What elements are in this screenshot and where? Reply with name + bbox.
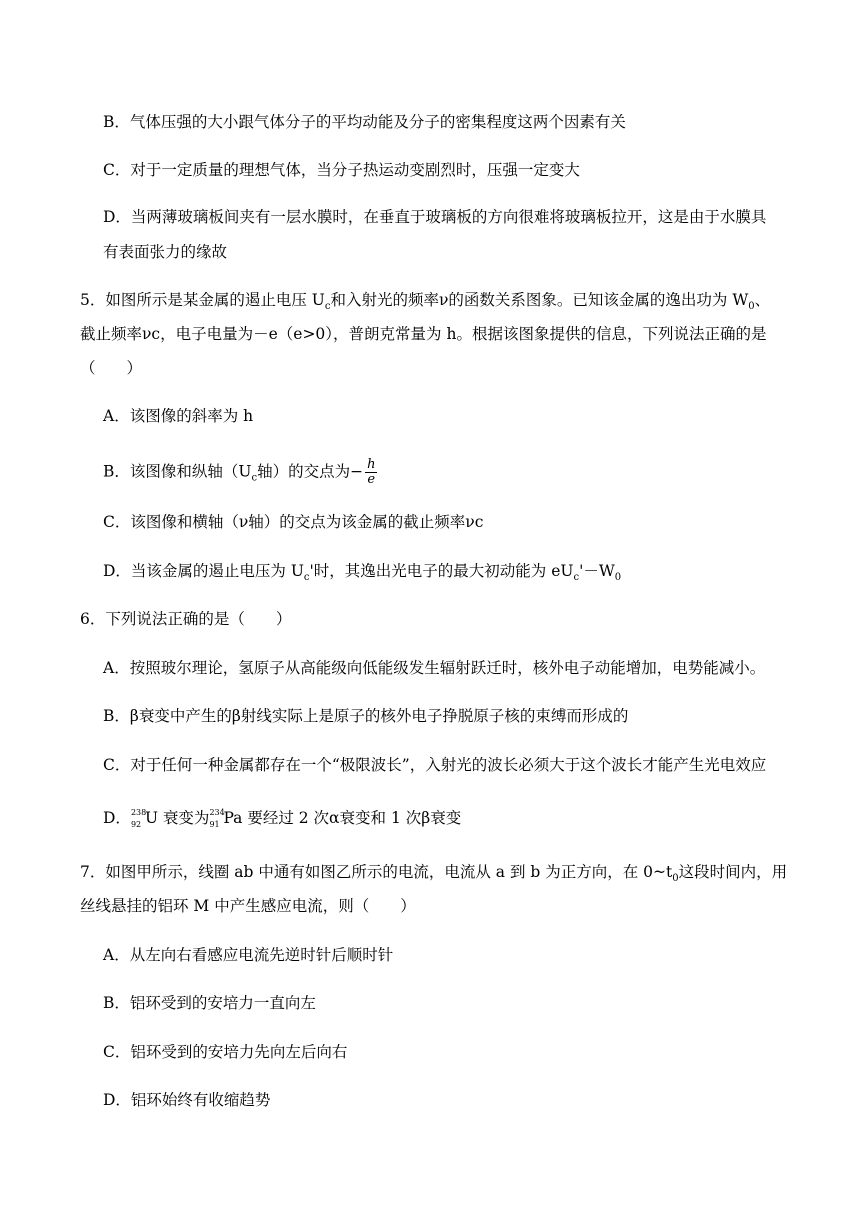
q6-option-d-label: D． bbox=[103, 809, 131, 827]
q6-stem: 6．下列说法正确的是（ ） bbox=[80, 610, 292, 628]
q5-stem-sub-c: c bbox=[324, 301, 331, 313]
q5-option-a: A．该图像的斜率为 h bbox=[103, 407, 254, 425]
q5-stem-line2: 截止频率νc，电子电量为－e（e>0），普朗克常量为 h。根据该图象提供的信息，下列说法正确的是 bbox=[80, 325, 767, 343]
q7-stem-sub: 0 bbox=[672, 873, 679, 885]
q5-option-d-text-c: '－W bbox=[579, 562, 615, 580]
q5-stem-line1 bbox=[80, 290, 770, 317]
q5-option-d-text-a: D．当该金属的遏止电压为 U bbox=[103, 562, 304, 580]
q5-option-c: C．该图像和横轴（ν轴）的交点为该金属的截止频率νc bbox=[103, 513, 484, 531]
protactinium-symbol-text: Pa 要经过 2 次α衰变和 1 次β衰变 bbox=[223, 809, 462, 827]
q5-stem-text-c: 、 bbox=[754, 291, 771, 309]
q5-option-b-text-a: B．该图像和纵轴（U bbox=[103, 462, 252, 481]
q7-option-a: A．从左向右看感应电流先逆时针后顺时针 bbox=[103, 946, 394, 964]
uranium-nuclide-notation bbox=[131, 809, 145, 829]
q5-stem-sub-0: 0 bbox=[748, 301, 755, 313]
q6-option-d bbox=[103, 808, 461, 829]
fraction-denominator: e bbox=[367, 472, 376, 487]
q5-option-d-text-b: '时，其逸出光电子的最大初动能为 eU bbox=[309, 562, 574, 580]
protactinium-nuclide-notation bbox=[209, 809, 223, 829]
q5-option-b bbox=[103, 458, 377, 489]
q6-option-a: A．按照玻尔理论，氢原子从高能级向低能级发生辐射跃迁时，核外电子动能增加，电势能减小。 bbox=[103, 659, 766, 677]
fraction-numerator: h bbox=[367, 457, 376, 472]
q5-option-b-sub: c bbox=[251, 472, 258, 484]
q6-option-b: B．β衰变中产生的β射线实际上是原子的核外电子挣脱原子核的束缚而形成的 bbox=[103, 707, 629, 725]
q7-option-c: C．铝环受到的安培力先向左后向右 bbox=[103, 1043, 348, 1061]
q6-option-c: C．对于任何一种金属都存在一个“极限波长”，入射光的波长必须大于这个波长才能产生光电效应 bbox=[103, 756, 767, 774]
q4-option-c: C．对于一定质量的理想气体，当分子热运动变剧烈时，压强一定变大 bbox=[103, 161, 580, 179]
q5-option-d-sub2: c bbox=[573, 572, 580, 584]
q4-option-d-line1: D．当两薄玻璃板间夹有一层水膜时，在垂直于玻璃板的方向很难将玻璃板拉开，这是由于水膜具 bbox=[103, 208, 767, 226]
q5-stem-text-a: 5．如图所示是某金属的遏止电压 U bbox=[80, 291, 325, 309]
q5-option-d-sub1: c bbox=[303, 572, 310, 584]
q5-option-d-sub3: 0 bbox=[614, 572, 622, 584]
h-over-e-fraction bbox=[365, 458, 377, 487]
q5-option-b-text-b: 轴）的交点为− bbox=[257, 462, 364, 481]
q7-stem-line2: 丝线悬挂的铝环 M 中产生感应电流，则（ ） bbox=[80, 897, 416, 915]
q7-stem-text-b: 这段时间内，用 bbox=[678, 863, 788, 881]
q7-option-b: B．铝环受到的安培力一直向左 bbox=[103, 994, 316, 1012]
q5-stem-line3: （ ） bbox=[80, 359, 143, 377]
q7-stem-text-a: 7．如图甲所示，线圈 ab 中通有如图乙所示的电流，电流从 a 到 b 为正方向，在 0~t bbox=[80, 863, 673, 881]
protactinium-atomic-number: 91 bbox=[209, 820, 220, 829]
q4-option-b: B．气体压强的大小跟气体分子的平均动能及分子的密集程度这两个因素有关 bbox=[103, 113, 626, 131]
q7-stem-line1 bbox=[80, 862, 787, 889]
q5-stem-text-b: 和入射光的频率ν的函数关系图象。已知该金属的逸出功为 W bbox=[330, 291, 749, 309]
q4-option-d-line2: 有表面张力的缘故 bbox=[103, 243, 228, 261]
q7-option-d: D．铝环始终有收缩趋势 bbox=[103, 1091, 271, 1109]
q5-option-d bbox=[103, 561, 621, 588]
uranium-symbol-text: U 衰变为 bbox=[144, 809, 210, 827]
uranium-atomic-number: 92 bbox=[130, 820, 142, 829]
uranium-mass-number: 238 bbox=[130, 808, 147, 817]
protactinium-mass-number: 234 bbox=[209, 808, 225, 817]
